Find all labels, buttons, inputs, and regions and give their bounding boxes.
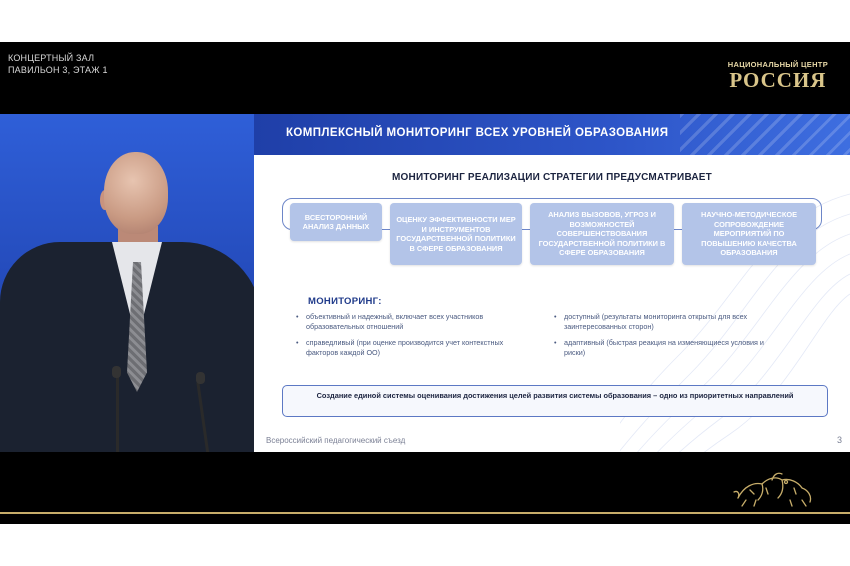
bullet-item: • объективный и надежный, включает всех участников образовательных отношений — [306, 312, 516, 332]
bullet-item: • доступный (результаты мониторинга открыты для всех заинтересованных сторон) — [564, 312, 804, 332]
bullet-item: • адаптивный (быстрая реакция на изменяющиеся условия и риски) — [564, 338, 784, 358]
monitoring-heading: МОНИТОРИНГ: — [308, 296, 382, 307]
box-comprehensive-analysis: ВСЕСТОРОННИЙ АНАЛИЗ ДАННЫХ — [290, 203, 382, 241]
bullet-item: • справедливый (при оценке производится учет контекстных факторов каждой ОО) — [306, 338, 516, 358]
tiger-emblem-icon — [732, 468, 816, 508]
brand-caption: НАЦИОНАЛЬНЫЙ ЦЕНТР — [727, 60, 828, 69]
video-area — [0, 114, 850, 452]
slide-page-number: 3 — [836, 435, 842, 445]
brand-logo — [728, 60, 828, 91]
presentation-slide — [254, 114, 850, 452]
microphone-right-icon — [196, 372, 205, 384]
brand-wordmark: РОССИЯ — [729, 68, 827, 92]
slide-subtitle: МОНИТОРИНГ РЕАЛИЗАЦИИ СТРАТЕГИИ ПРЕДУСМАТРИВАЕТ — [392, 172, 712, 183]
microphone-left-icon — [112, 366, 121, 378]
slide-header — [254, 114, 850, 155]
box-challenges-analysis: АНАЛИЗ ВЫЗОВОВ, УГРОЗ И ВОЗМОЖНОСТЕЙ СОВЕРШЕНСТВОВАНИЯ ГОСУДАРСТВЕННОЙ ПОЛИТИКИ В СФЕРЕ ОБРАЗОВАНИЯ — [530, 203, 674, 265]
speaker-head — [104, 152, 168, 234]
conclusion-box: Создание единой системы оценивания достижения целей развития системы образования – одно из приоритетных направлений — [282, 385, 828, 417]
header-stripes — [680, 114, 850, 155]
broadcast-frame — [0, 42, 850, 524]
slide-footer: Всероссийский педагогический съезд — [266, 436, 406, 445]
box-policy-effectiveness: ОЦЕНКУ ЭФФЕКТИВНОСТИ МЕР И ИНСТРУМЕНТОВ ГОСУДАРСТВЕННОЙ ПОЛИТИКИ В СФЕРЕ ОБРАЗОВАНИЯ — [390, 203, 522, 265]
venue-line-1: КОНЦЕРТНЫЙ ЗАЛ — [8, 53, 95, 63]
slide-title: КОМПЛЕКСНЫЙ МОНИТОРИНГ ВСЕХ УРОВНЕЙ ОБРАЗОВАНИЯ — [286, 127, 669, 139]
venue-line-2: ПАВИЛЬОН 3, ЭТАЖ 1 — [8, 65, 108, 75]
bottom-gold-line — [0, 512, 850, 514]
box-methodological-support: НАУЧНО-МЕТОДИЧЕСКОЕ СОПРОВОЖДЕНИЕ МЕРОПРИЯТИЙ ПО ПОВЫШЕНИЮ КАЧЕСТВА ОБРАЗОВАНИЯ — [682, 203, 816, 265]
venue-caption — [8, 52, 108, 76]
microphone-stand-left — [116, 374, 119, 452]
